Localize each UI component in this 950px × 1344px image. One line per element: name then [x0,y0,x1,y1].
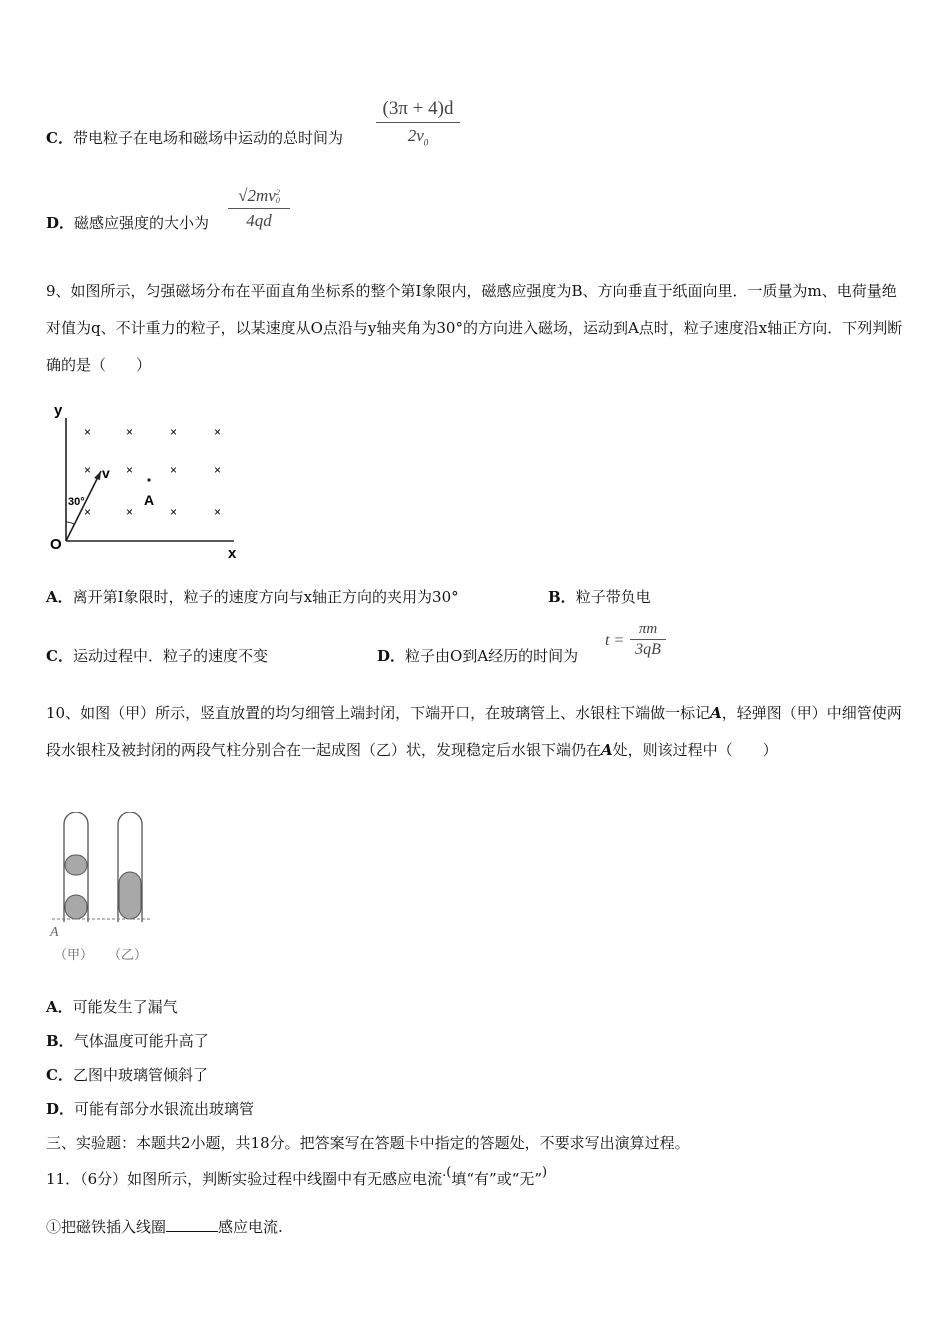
q8-option-d [46,212,209,233]
cross-icon: × [84,505,92,519]
q9-option-d-fraction [630,621,666,659]
item-text: 感应电流. [218,1218,283,1236]
option-letter: B． [46,1032,74,1050]
option-letter: D． [46,1100,75,1118]
q9-option-d [377,645,578,666]
option-letter: A． [46,998,73,1016]
point-a-label: A [144,492,155,508]
option-text: 乙图中玻璃管倾斜了 [72,1066,208,1084]
stem-text: ，轻弹图（甲）中细管使两段水银柱及被封闭的两段气柱分别合在一起成图（乙）状，发现稳定后水银下端仍在 [46,704,902,759]
stem-text: 11．（6分）如图所示，判断实验过程中线圈中有无感应电流 [46,1170,443,1188]
mark-a-label: A [50,925,59,940]
option-text: 运动过程中．粒子的速度不变 [72,647,268,665]
denominator-text: 2v [407,126,424,145]
q10-option-a [46,996,178,1017]
cross-icon: × [214,505,222,519]
paren-open: .( [442,1165,452,1180]
origin-label: O [50,536,62,553]
angle-label: 30° [68,496,85,508]
option-text: 可能有部分水银流出玻璃管 [74,1100,255,1118]
q11-item-1 [46,1216,283,1237]
option-text: 粒子带负电 [575,588,651,606]
stem-text: 10、如图（甲）所示，竖直放置的均匀细管上端封闭，下端开口，在玻璃管上、水银柱下端做一标记 [46,704,711,722]
option-letter: C． [46,1066,73,1084]
q8-option-c-text: 带电粒子在电场和磁场中运动的总时间为 [72,129,343,147]
q8-option-c-fraction [376,98,460,147]
section-3-heading: 三、实验题：本题共2小题，共18分。把答案写在答题卡中指定的答题处，不要求写出演算过程。 [46,1134,690,1152]
fraction-denominator: 3qB [630,639,666,659]
velocity-label: v [102,465,110,481]
fraction-numerator [228,186,290,208]
q9-option-a [46,586,459,607]
option-letter: A． [46,588,73,606]
option-text: 粒子由O到A经历的时间为 [405,647,579,665]
q9-option-d-lhs: t = [605,632,625,649]
numerator-root: √2mv [238,186,276,205]
label-jia: （甲） [54,948,94,963]
fraction-numerator: (3π + 4)d [382,98,454,119]
fraction-denominator [376,122,460,147]
cross-icon: × [126,425,134,439]
mercury-column-lower [65,895,87,919]
numerator-superscript: 2 [275,188,280,198]
q9-stem: 9、如图所示，匀强磁场分布在平面直角坐标系的整个第Ⅰ象限内，磁感应强度为B、方向垂直于纸面向里．一质量为m、电荷量绝对值为q、不计重力的粒子，以某速度从O点沿与y轴夹角为30°的方向进入磁场，运动到A点时，粒子速度沿x轴正方向．下列判断确的是（ ） [46,282,903,374]
option-text: 离开第Ⅰ象限时，粒子的速度方向与x轴正方向的夹用为30° [72,588,459,606]
answer-blank[interactable] [166,1230,218,1232]
paren-close: ) [542,1165,548,1180]
y-axis-label: y [54,402,63,419]
item-text: ①把磁铁插入线圈 [46,1218,167,1236]
fraction-numerator: πm [638,621,658,637]
mercury-column-merged [119,872,141,919]
angle-arc [66,522,74,524]
cross-icon: × [170,463,178,477]
q8-option-d-text: 磁感应强度的大小为 [74,214,210,232]
cross-icon: × [214,425,222,439]
option-letter: D． [377,647,406,665]
mercury-column-upper [65,855,87,875]
cross-icon: × [126,505,134,519]
option-text: 气体温度可能升高了 [73,1032,209,1050]
q9-magnetic-field-figure [42,398,242,564]
mark-a: A [601,741,613,759]
q8-option-d-fraction [228,186,290,231]
velocity-arrowhead [94,471,101,480]
hint-text: 填“有”或“无” [451,1170,543,1188]
q10-option-b [46,1030,209,1051]
q8-option-c-letter: C． [46,129,73,147]
x-axis-label: x [228,545,237,562]
cross-icon: × [84,425,92,439]
q9-option-b [548,586,651,607]
fraction-denominator: 4qd [228,208,290,231]
q8-option-c [46,127,343,148]
q8-option-d-letter: D． [46,214,75,232]
label-yi: （乙） [108,948,148,963]
stem-text: 处，则该过程中（ ） [612,741,778,759]
q11-stem [46,1165,548,1189]
denominator-subscript: 0 [423,137,429,148]
mark-a: A [710,704,722,722]
q10-stem [46,695,908,769]
cross-icon: × [84,463,92,477]
q10-option-c [46,1064,208,1085]
q10-option-d [46,1098,254,1119]
numerator-subscript: 0 [275,196,280,206]
cross-icon: × [170,425,178,439]
point-a-dot [147,478,150,481]
q10-glass-tube-figure [46,812,166,970]
option-letter: B． [548,588,576,606]
cross-icon: × [126,463,134,477]
cross-icon: × [170,505,178,519]
option-letter: C． [46,647,73,665]
cross-icon: × [214,463,222,477]
option-text: 可能发生了漏气 [72,998,178,1016]
q9-option-c [46,645,268,666]
